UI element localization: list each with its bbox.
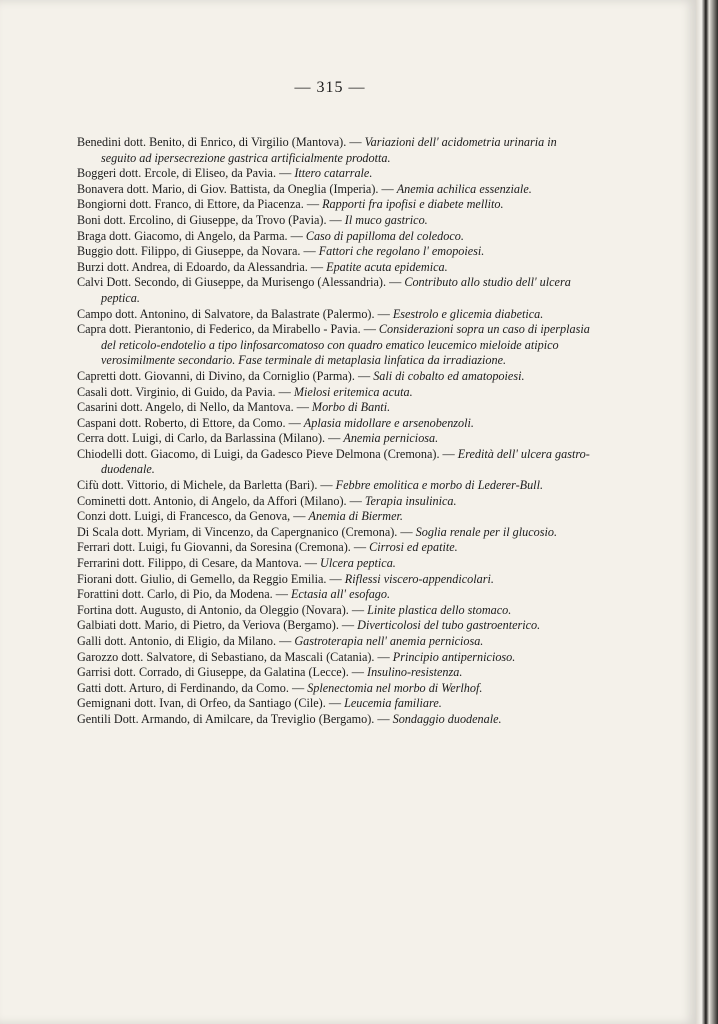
- entry: [77, 369, 591, 385]
- entry: [77, 229, 591, 245]
- entry: [77, 197, 591, 213]
- entry-separator: —: [326, 571, 345, 586]
- entry-separator: —: [325, 431, 344, 446]
- entry-separator: —: [325, 696, 345, 711]
- entry-author: Galli dott. Antonio, di Eligio, da Milano.: [77, 634, 277, 648]
- entry-author: Burzi dott. Andrea, di Edoardo, da Alessandria.: [77, 259, 308, 274]
- entry: [77, 322, 591, 369]
- entry-author: Buggio dott. Filippo, di Giuseppe, da Novara.: [77, 244, 301, 259]
- entry-title: Sali di cobalto ed amatopoiesi.: [373, 368, 525, 383]
- entry-separator: —: [354, 368, 374, 383]
- entry-author: Fiorani dott. Giulio, di Gemello, da Reggio Emilia.: [77, 571, 327, 586]
- entry: [77, 166, 591, 182]
- entry: [77, 712, 591, 728]
- entry: [77, 385, 591, 401]
- entry: [77, 665, 591, 681]
- entry-separator: —: [300, 244, 319, 259]
- entry: [77, 509, 591, 525]
- entry-separator: —: [374, 649, 393, 664]
- entry-author: Casali dott. Virginio, di Guido, da Pavia.: [77, 384, 276, 399]
- entry-author: Gemignani dott. Ivan, di Orfeo, da Santiago (Cile).: [77, 696, 326, 711]
- entry-separator: —: [397, 524, 416, 539]
- entry: [77, 681, 591, 697]
- entry-separator: —: [378, 181, 397, 196]
- entry-author: Galbiati dott. Mario, di Pietro, da Veriova (Bergamo).: [77, 618, 339, 633]
- entry: [77, 556, 591, 572]
- entry-author: Di Scala dott. Myriam, di Vincenzo, da Capergnanico (Cremona).: [77, 524, 398, 539]
- entry-author: Chiodelli dott. Giacomo, di Luigi, da Gadesco Pieve Delmona (Cremona).: [77, 446, 440, 461]
- entry-author: Ferrari dott. Luigi, fu Giovanni, da Soresina (Cremona).: [77, 540, 351, 555]
- entry: [77, 400, 591, 416]
- entry-separator: —: [439, 446, 458, 461]
- entry: [77, 634, 591, 650]
- entry-separator: —: [350, 540, 370, 555]
- entry-title: Esestrolo e glicemia diabetica.: [392, 306, 544, 321]
- entry-author: Calvi Dott. Secondo, di Giuseppe, da Murisengo (Alessandria).: [77, 275, 387, 290]
- entry-title: Anemia achilica essenziale.: [396, 181, 532, 196]
- entry-separator: —: [276, 166, 295, 181]
- entry-author: Braga dott. Giacomo, di Angelo, da Parma.: [77, 228, 288, 243]
- entry-author: Cerra dott. Luigi, di Carlo, da Barlassina (Milano).: [77, 431, 326, 446]
- entry-author: Gentili Dott. Armando, di Amilcare, da Treviglio (Bergamo).: [77, 711, 375, 726]
- entry-author: Garrisi dott. Corrado, di Giuseppe, da Galatina (Lecce).: [77, 665, 349, 680]
- entry-title: Diverticolosi del tubo gastroenterico.: [357, 618, 541, 633]
- entry-author: Bonavera dott. Mario, di Giov. Battista, da Oneglia (Imperia).: [77, 181, 379, 196]
- entry-title: Soglia renale per il glucosio.: [415, 524, 558, 539]
- entry: [77, 275, 591, 306]
- entry-title: Terapia insulinica.: [364, 493, 457, 508]
- entry-author: Casarini dott. Angelo, di Nello, da Mantova.: [77, 400, 294, 415]
- entry-author: Garozzo dott. Salvatore, di Sebastiano, da Mascali (Catania).: [77, 649, 375, 664]
- entry-author: Cominetti dott. Antonio, di Angelo, da Affori (Milano).: [77, 493, 347, 508]
- entry-separator: —: [346, 135, 365, 149]
- entry: [77, 431, 591, 447]
- entry-title: Leucemia familiare.: [344, 696, 442, 711]
- entry-title: Ulcera peptica.: [320, 556, 396, 571]
- entry-separator: —: [348, 665, 368, 680]
- entry-separator: —: [276, 634, 295, 648]
- entry-author: Fortina dott. Augusto, di Antonio, da Oleggio (Novara).: [77, 602, 349, 617]
- entry-title: Febbre emolitica e morbo di Lederer-Bull.: [335, 478, 544, 493]
- entry: [77, 307, 591, 323]
- entry-author: Benedini dott. Benito, di Enrico, di Virgilio (Mantova).: [77, 135, 347, 149]
- entry-title: Caso di papilloma del coledoco.: [305, 228, 464, 243]
- entry-separator: —: [301, 556, 321, 571]
- entry: [77, 494, 591, 510]
- entry-title: Anemia di Biermer.: [308, 509, 403, 524]
- entry-title: Eredità dell' ulcera gastro-duodenale.: [101, 446, 590, 477]
- entry-separator: —: [338, 618, 358, 633]
- entry-author: Ferrarini dott. Filippo, di Cesare, da Mantova.: [77, 556, 302, 571]
- entry-separator: —: [285, 415, 304, 430]
- entry-title: Variazioni dell' acidometria urinaria in seguito ad ipersecrezione gastrica artificialmente prodotta.: [101, 135, 557, 165]
- entry-author: Capretti dott. Giovanni, di Divino, da Corniglio (Parma).: [77, 368, 355, 383]
- entry-author: Capra dott. Pierantonio, di Federico, da Mirabello - Pavia.: [77, 322, 361, 337]
- entry-separator: —: [288, 680, 308, 695]
- entry-title: Cirrosi ed epatite.: [369, 540, 458, 555]
- entry-separator: —: [346, 493, 365, 508]
- entry-title: Contributo allo studio dell' ulcera peptica.: [101, 275, 571, 305]
- entry-separator: —: [386, 275, 405, 290]
- entry: [77, 213, 591, 229]
- entry-title: Principio antipernicioso.: [392, 649, 516, 664]
- entry-author: Bongiorni dott. Franco, di Ettore, da Piacenza.: [77, 197, 304, 212]
- entry-separator: —: [303, 197, 323, 212]
- entry-title: Riflessi viscero-appendicolari.: [344, 571, 494, 586]
- entry-separator: —: [326, 212, 345, 227]
- entry-author: Boni dott. Ercolino, di Giuseppe, da Trovo (Pavia).: [77, 212, 327, 227]
- entry: [77, 618, 591, 634]
- entry-author: Gatti dott. Arturo, di Ferdinando, da Como.: [77, 680, 289, 695]
- entry-title: Linite plastica dello stomaco.: [367, 602, 512, 617]
- entry-separator: —: [287, 228, 306, 243]
- entry-title: Gastroterapia nell' anemia perniciosa.: [294, 634, 484, 648]
- entry-separator: —: [290, 509, 309, 524]
- entry: [77, 603, 591, 619]
- entry-title: Epatite acuta epidemica.: [326, 259, 448, 274]
- entry-title: Insulino-resistenza.: [367, 665, 463, 680]
- entry-title: Il muco gastrico.: [344, 212, 428, 227]
- entry: [77, 135, 591, 166]
- entry-author: Conzi dott. Luigi, di Francesco, da Genova,: [77, 509, 291, 524]
- entry: [77, 540, 591, 556]
- entry: [77, 650, 591, 666]
- entry-title: Ectasia all' esofago.: [290, 587, 391, 602]
- entry: [77, 416, 591, 432]
- entry-title: Rapporti fra ipofisi e diabete mellito.: [322, 197, 504, 212]
- entry-title: Considerazioni sopra un caso di iperplasia del reticolo-endotelio a tipo linfosarcomatoso con quadro ematico leucemico mieloide atipico verosimilmente secondario. Fase terminale di metaplasia linfatica da irradiazione.: [101, 322, 590, 368]
- entry-title: Sondaggio duodenale.: [392, 711, 502, 726]
- entry-separator: —: [272, 587, 291, 602]
- entry-author: Forattini dott. Carlo, di Pio, da Modena.: [77, 587, 273, 602]
- entry-title: Splenectomia nel morbo di Werlhof.: [307, 680, 483, 695]
- entry: [77, 244, 591, 260]
- entry-separator: —: [307, 259, 327, 274]
- entry-title: Morbo di Banti.: [311, 400, 391, 415]
- entry: [77, 587, 591, 603]
- entry: [77, 525, 591, 541]
- entry-separator: —: [360, 322, 379, 337]
- entry-separator: —: [348, 602, 368, 617]
- entry-separator: —: [275, 384, 294, 399]
- entry-separator: —: [317, 478, 336, 493]
- entry: [77, 447, 591, 478]
- entry: [77, 696, 591, 712]
- entry-separator: —: [374, 711, 393, 726]
- entry: [77, 182, 591, 198]
- page-number: — 315 —: [294, 79, 366, 96]
- entry-author: Boggeri dott. Ercole, di Eliseo, da Pavia.: [77, 166, 277, 181]
- entry-author: Cifù dott. Vittorio, di Michele, da Barletta (Bari).: [77, 478, 318, 493]
- entry: [77, 572, 591, 588]
- entry-separator: —: [374, 306, 393, 321]
- entry-title: Aplasia midollare e arsenobenzoli.: [303, 415, 474, 430]
- entry-separator: —: [293, 400, 312, 415]
- binding-edge: [696, 0, 718, 1024]
- entry-author: Caspani dott. Roberto, di Ettore, da Como.: [77, 415, 286, 430]
- entry: [77, 478, 591, 494]
- entry-title: Fattori che regolano l' emopoiesi.: [318, 244, 485, 259]
- entry: [77, 260, 591, 276]
- entry-list: [77, 135, 591, 728]
- entry-title: Anemia perniciosa.: [343, 431, 439, 446]
- entry-author: Campo dott. Antonino, di Salvatore, da Balastrate (Palermo).: [77, 306, 375, 321]
- entry-title: Ittero catarrale.: [294, 166, 373, 181]
- entry-title: Mielosi eritemica acuta.: [293, 384, 413, 399]
